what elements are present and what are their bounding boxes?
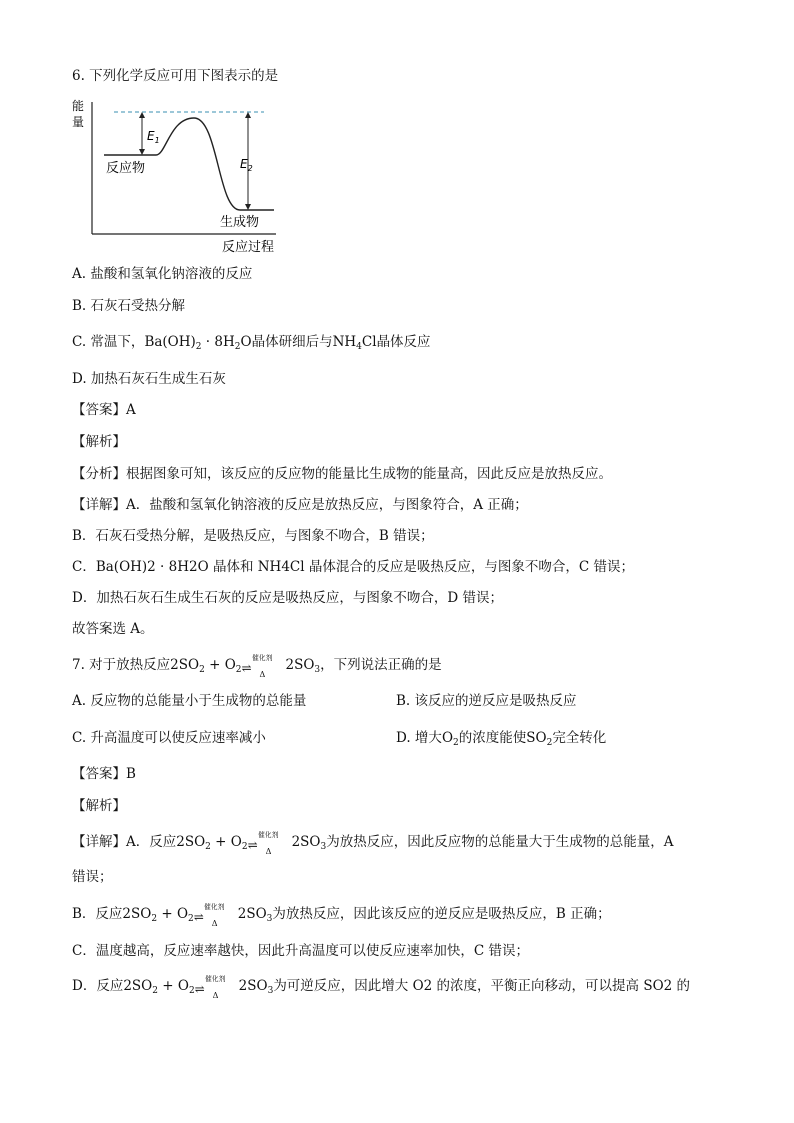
q7-detail-c: C．温度越高，反应速率越快，因此升高温度可以使反应速率加快，C 错误；: [72, 943, 529, 959]
reactant-label: 反应物: [106, 161, 146, 176]
equilibrium-arrow: ⇌ 催化剂 Δ: [241, 653, 272, 679]
q7-option-c: C. 升高温度可以使反应速率减小: [72, 730, 266, 746]
q6-stem: 6. 下列化学反应可用下图表示的是: [72, 68, 279, 84]
energy-diagram: [68, 96, 298, 256]
q6-answer: 【答案】A: [72, 402, 136, 418]
q7-option-d: D. 增大$O_2$的浓度能使$SO_2$完全转化: [396, 730, 607, 748]
e1-label: $E_1$: [147, 129, 160, 145]
q7-detail-b: B．反应$2SO_2 + O_2$ ⇌ 催化剂 Δ $2SO_3$为放热反应，因此该反应的逆反应是吸热反应，B 正确；: [72, 902, 611, 928]
e2-label: $E_2$: [240, 157, 253, 173]
formula-o2: $O_2$: [441, 730, 459, 748]
q6-option-c: C. 常温下，$Ba(OH)_2 \cdot 8H_2O$晶体研细后与$NH_4Cl$晶体反应: [72, 334, 431, 352]
product-label: 生成物: [220, 215, 260, 230]
q7-analysis-head: 【解析】: [72, 798, 126, 814]
q6-option-b: B. 石灰石受热分解: [72, 298, 186, 314]
eq-left: $2SO_2 + O_2$: [170, 657, 242, 675]
q6-analysis-head: 【解析】: [72, 434, 126, 450]
formula-nh4cl: $NH_4Cl$: [332, 334, 377, 352]
formula-so2: $SO_2$: [526, 730, 553, 748]
q6-detail-b: B．石灰石受热分解，是吸热反应，与图象不吻合，B 错误；: [72, 528, 434, 544]
q7-option-a: A. 反应物的总能量小于生成物的总能量: [72, 693, 307, 709]
q6-option-a: A. 盐酸和氢氧化钠溶液的反应: [72, 266, 253, 282]
q7-stem: 7. 对于放热反应$2SO_2 + O_2$ ⇌ 催化剂 Δ $2SO_3$，下列说法正确的是: [72, 653, 442, 679]
q7-detail-d: D．反应$2SO_2 + O_2$ ⇌ 催化剂 Δ $2SO_3$为可逆反应，因此增大 O2 的浓度，平衡正向移动，可以提高 SO2 的: [72, 974, 691, 1000]
q7-answer: 【答案】B: [72, 766, 136, 782]
q7-option-b: B. 该反应的逆反应是吸热反应: [396, 693, 577, 709]
formula-baoh2: $Ba(OH)_2 \cdot 8H_2O$: [144, 334, 252, 352]
q6-detail-a: 【详解】A．盐酸和氢氧化钠溶液的反应是放热反应，与图象符合，A 正确；: [72, 497, 528, 513]
q6-analysis: 【分析】根据图象可知，该反应的反应物的能量比生成物的能量高，因此反应是放热反应。: [72, 466, 612, 482]
eq-right: $2SO_3$: [285, 657, 321, 675]
y-axis-label-2: 量: [72, 115, 85, 129]
q6-conclusion: 故答案选 A。: [72, 621, 154, 637]
q7-detail-a-cont: 错误；: [72, 869, 113, 885]
y-axis-label-1: 能: [72, 99, 85, 113]
q6-detail-c: C．Ba(OH)2 · 8H2O 晶体和 NH4Cl 晶体混合的反应是吸热反应，与图象不吻合，C 错误；: [72, 559, 634, 575]
q6-option-d: D. 加热石灰石生成生石灰: [72, 371, 226, 387]
q7-detail-a: 【详解】A．反应$2SO_2 + O_2$ ⇌ 催化剂 Δ $2SO_3$为放热反应，因此反应物的总能量大于生成物的总能量，A: [72, 830, 674, 856]
q6-detail-d: D．加热石灰石生成生石灰的反应是吸热反应，与图象不吻合，D 错误；: [72, 590, 503, 606]
x-axis-label: 反应过程: [222, 240, 275, 255]
